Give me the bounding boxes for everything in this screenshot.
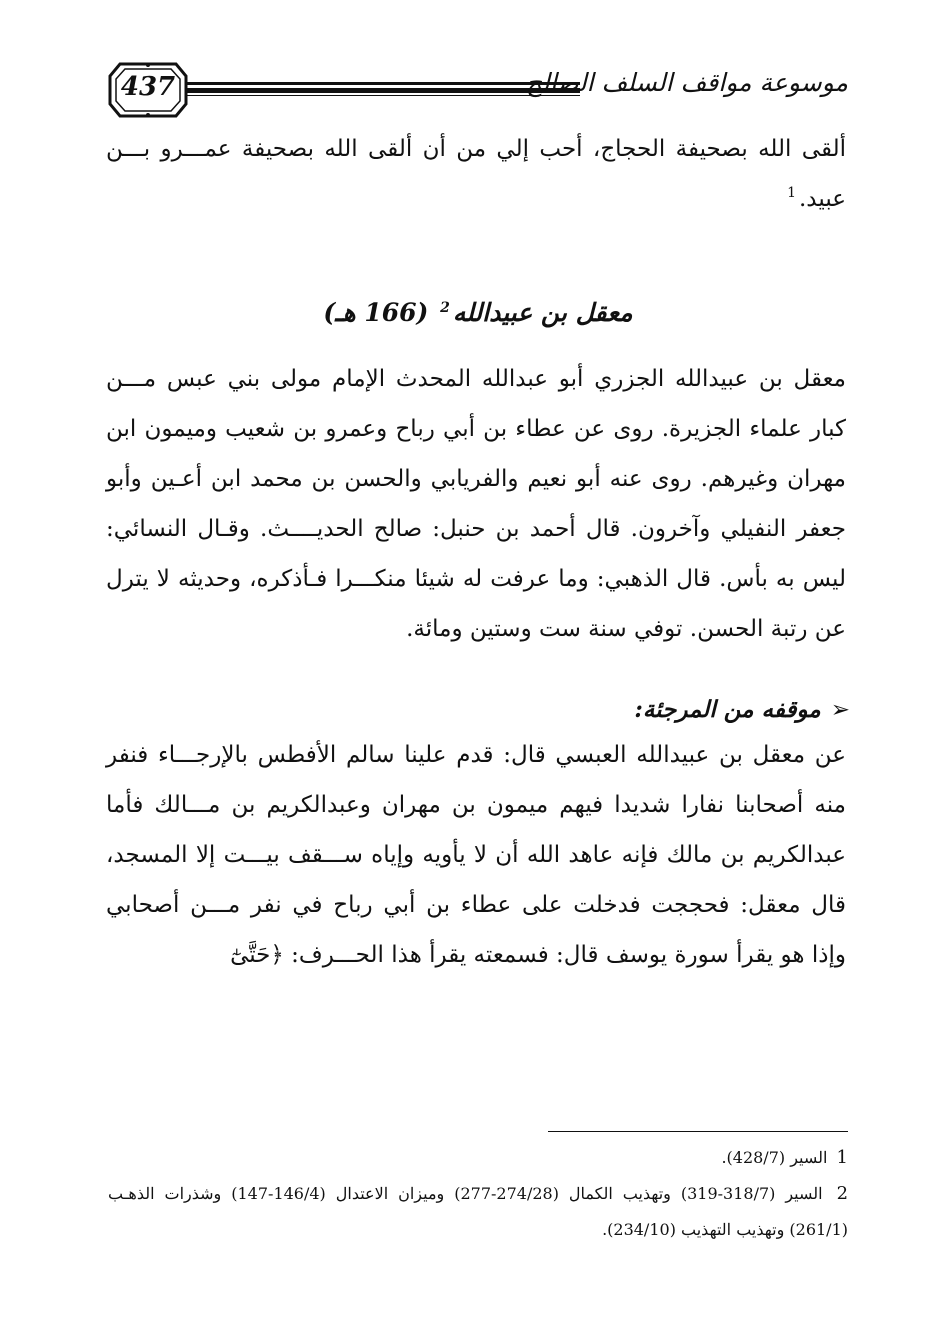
subheading-label: موقفه من المرجئة: bbox=[634, 696, 821, 723]
subheading bbox=[634, 696, 850, 723]
biography-paragraph: معقل بن عبيدالله الجزري أبو عبدالله المحدث الإمام مولى بني عبس مـــن كبار علماء الجزيرة. روى عن عطاء بن أبي رباح وعمرو بن شعيب وميمون ابن مهران وغيرهم. روى عنه أبو نعيم والفريابي والحسن بن محمد ابن أعـين وأبو جعفر النفيلي وآخرون. قال أحمد بن حنبل: صالح الحديــــث. وقـال النسائي: ليس به بأس. قال الذهبي: وما عرفت له شيئا منكـــرا فـأذكره، وحديثه لا يترل عن رتبة الحسن. توفي سنة ست وستين ومائة. bbox=[106, 366, 846, 642]
footnote-ref-1: 1 bbox=[787, 185, 796, 202]
page-number: 437 bbox=[120, 72, 176, 102]
story-text bbox=[106, 730, 846, 980]
footnote-ref-2: 2 bbox=[440, 299, 450, 316]
page-header bbox=[108, 62, 848, 118]
footnote-separator bbox=[548, 1131, 848, 1132]
arrow-bullet-icon: ➢ bbox=[830, 697, 850, 723]
footnotes bbox=[108, 1140, 848, 1248]
footnote-number: 2 bbox=[836, 1183, 849, 1204]
page-number-badge bbox=[108, 62, 188, 118]
header-rule bbox=[186, 82, 580, 96]
story-paragraph: عن معقل بن عبيدالله العبسي قال: قدم علينا سالم الأفطس بالإرجـــاء فنفر منه أصحابنا نفارا شديدا فيهم ميمون بن مهران وعبدالكريم بن مـــالك فأما عبدالكريم بن مالك فإنه عاهد الله أن لا يأويه وإياه ســـقف بيـــت إلا المسجد، قال معقل: فحججت فدخلت على عطاء بن أبي رباح في نفر مـــن أصحابي وإذا هو يقرأ سورة يوسف قال: فسمعته يقرأ هذا الحـــرف: ﴿حَتَّىٰٓ bbox=[106, 742, 846, 968]
footnote-item bbox=[108, 1140, 848, 1176]
intro-paragraph: ألقى الله بصحيفة الحجاج، أحب إلي من أن ألقى الله بصحيفة عمـــرو بـــن عبيد. bbox=[106, 136, 846, 212]
footnote-item bbox=[108, 1176, 848, 1248]
footnote-text: السير (428/7). bbox=[721, 1148, 828, 1167]
footnote-number: 1 bbox=[836, 1147, 848, 1168]
footnote-text: السير (318/7-319) وتهذيب الكمال (274/28-277) وميزان الاعتدال (146/4-147) وشذرات الذهـب (261/1) وتهذيب التهذيب (234/10). bbox=[108, 1184, 848, 1239]
biography-text bbox=[106, 354, 846, 654]
series-title: موسوعة مواقف السلف الصالح bbox=[525, 68, 848, 97]
section-title-name: معقل بن عبيدالله bbox=[452, 298, 633, 327]
section-title bbox=[108, 298, 848, 327]
section-title-date: (166 هـ) bbox=[323, 298, 429, 327]
intro-text bbox=[106, 124, 846, 224]
